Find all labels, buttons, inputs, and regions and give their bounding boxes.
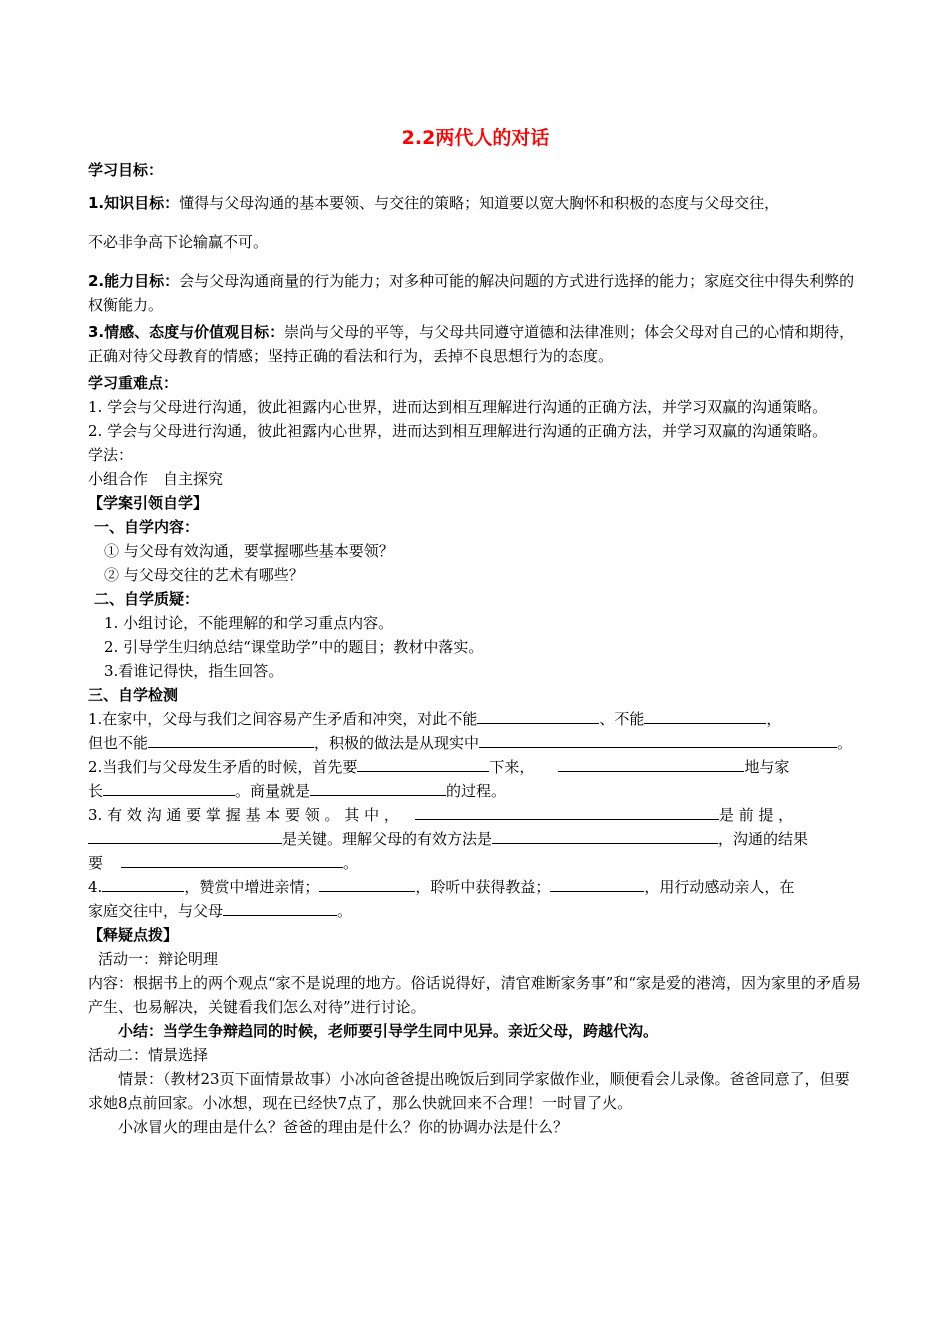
q2-blank-2[interactable] xyxy=(558,756,744,772)
q2-text-e: 。商量就是 xyxy=(235,782,311,800)
activity-2-scenario: 情景：（教材23页下面情景故事）小冰向爸爸提出晚饭后到同学家做作业，顺便看会儿录像。爸爸同意了，但要求她8点前回家。小冰想，现在已经快7点了，那么快就回来不合理！一时冒了火。 xyxy=(88,1070,850,1112)
explain-heading: 【释疑点拨】 xyxy=(88,926,179,944)
test-question-3-cont xyxy=(88,827,863,851)
knowledge-goal-text-cont: 不必非争高下论输赢不可。 xyxy=(88,233,269,251)
q1-blank-2[interactable] xyxy=(644,708,766,724)
self-study-questions-heading: 二、自学质疑： xyxy=(94,590,200,608)
test-question-2 xyxy=(88,755,863,779)
q2-text-c: 地与家 xyxy=(744,758,790,776)
key-point-item: 2. 学会与父母进行沟通，彼此袒露内心世界，进而达到相互理解进行沟通的正确方法，并学习双赢的沟通策略。 xyxy=(88,422,828,440)
self-study-content-item: ① 与父母有效沟通，要掌握哪些基本要领？ xyxy=(104,542,394,560)
q3-text-c: 是关键。理解父母的有效方法是 xyxy=(282,830,493,848)
q3-text-f: 。 xyxy=(343,854,359,872)
self-study-content-heading: 一、自学内容： xyxy=(94,518,200,536)
activity-1-title: 活动一：辩论明理 xyxy=(98,950,219,968)
q1-blank-3[interactable] xyxy=(148,732,314,748)
emotion-goal-text: 崇尚与父母的平等，与父母共同遵守道德和法律准则；体会父母对自己的心情和期待，正确对待父母教育的情感；坚持正确的看法和行为，丢掉不良思想行为的态度。 xyxy=(88,323,855,365)
self-test-heading: 三、自学检测 xyxy=(88,686,179,704)
q2-text-b: 下来， xyxy=(489,758,535,776)
test-question-1 xyxy=(88,707,863,731)
q4-text-c: ，聆听中获得教益； xyxy=(415,878,551,896)
q2-text-d: 长 xyxy=(88,782,104,800)
method-text: 小组合作 自主探究 xyxy=(88,470,224,488)
q4-blank-4[interactable] xyxy=(223,900,337,916)
document-page xyxy=(88,118,863,1139)
q3-blank-2[interactable] xyxy=(88,828,282,844)
q4-blank-3[interactable] xyxy=(550,876,644,892)
self-study-question-item: 1. 小组讨论，不能理解的和学习重点内容。 xyxy=(104,614,394,632)
q2-blank-4[interactable] xyxy=(310,780,446,796)
ability-goal xyxy=(88,269,863,317)
q2-text-f: 的过程。 xyxy=(446,782,507,800)
q2-blank-1[interactable] xyxy=(357,756,489,772)
test-question-4-cont xyxy=(88,899,863,923)
q3-blank-4[interactable] xyxy=(121,852,343,868)
self-study-question-item: 2. 引导学生归纳总结“课堂助学”中的题目；教材中落实。 xyxy=(104,638,484,656)
q4-text-b: ，赞赏中增进亲情； xyxy=(184,878,320,896)
test-question-4 xyxy=(88,875,863,899)
q4-text-e: 家庭交往中，与父母 xyxy=(88,902,224,920)
self-study-heading: 【学案引领自学】 xyxy=(88,494,209,512)
q1-text-f: 。 xyxy=(837,734,853,752)
q4-blank-2[interactable] xyxy=(319,876,415,892)
q1-text-b: 、不能 xyxy=(599,710,645,728)
test-question-1-cont xyxy=(88,731,863,755)
q4-text-d: ，用行动感动亲人，在 xyxy=(644,878,795,896)
self-study-content-item: ② 与父母交往的艺术有哪些？ xyxy=(104,566,304,584)
knowledge-goal xyxy=(88,191,863,215)
q1-blank-1[interactable] xyxy=(477,708,599,724)
activity-1-content xyxy=(88,971,863,1019)
test-question-3-cont2 xyxy=(88,851,863,875)
q3-blank-3[interactable] xyxy=(492,828,718,844)
q4-text-a: 4. xyxy=(88,878,103,896)
activity-1-content-text: 内容：根据书上的两个观点“家不是说理的地方。俗话说得好，清官难断家务事”和“家是爱的港湾，因为家里的矛盾易产生、也易解决，关键看我们怎么对待”进行讨论。 xyxy=(88,974,862,1016)
q1-text-a: 1.在家中，父母与我们之间容易产生矛盾和冲突，对此不能 xyxy=(88,710,478,728)
q4-text-f: 。 xyxy=(337,902,353,920)
knowledge-goal-text: 懂得与父母沟通的基本要领、与交往的策略；知道要以宽大胸怀和积极的态度与父母交往， xyxy=(179,194,780,212)
q4-blank-1[interactable] xyxy=(102,876,184,892)
q1-text-e: ，积极的做法是从现实中 xyxy=(314,734,480,752)
goals-heading: 学习目标： xyxy=(88,161,164,179)
q1-blank-4[interactable] xyxy=(479,732,837,748)
q3-text-e: 要 xyxy=(88,854,104,872)
q2-text-a: 2.当我们与父母发生矛盾的时候，首先要 xyxy=(88,758,358,776)
test-question-2-cont xyxy=(88,779,863,803)
q3-text-d: ，沟通的结果 xyxy=(718,830,809,848)
emotion-goal-label: 3.情感、态度与价值观目标： xyxy=(88,323,285,341)
activity-1-summary: 小结：当学生争辩趋同的时候，老师要引导学生同中见异。亲近父母，跨越代沟。 xyxy=(118,1022,659,1040)
q3-text-b: 是 前 提 ， xyxy=(718,806,794,824)
ability-goal-text: 会与父母沟通商量的行为能力；对多种可能的解决问题的方式进行选择的能力；家庭交往中得失利弊的权衡能力。 xyxy=(88,272,855,314)
ability-goal-label: 2.能力目标： xyxy=(88,272,180,290)
key-point-item: 1. 学会与父母进行沟通，彼此袒露内心世界，进而达到相互理解进行沟通的正确方法，并学习双赢的沟通策略。 xyxy=(88,398,828,416)
q1-text-c: ， xyxy=(766,710,782,728)
page-title: 2.2两代人的对话 xyxy=(401,127,550,149)
q3-text-a: 3. 有 效 沟 通 要 掌 握 基 本 要 领 。 其 中 ， xyxy=(88,806,399,824)
activity-2-question: 小冰冒火的理由是什么？爸爸的理由是什么？你的协调办法是什么？ xyxy=(118,1118,569,1136)
key-points-heading: 学习重难点： xyxy=(88,374,179,392)
emotion-goal xyxy=(88,320,863,368)
q1-text-d: 但也不能 xyxy=(88,734,149,752)
q2-blank-3[interactable] xyxy=(103,780,235,796)
knowledge-goal-label: 1.知识目标： xyxy=(88,194,180,212)
method-heading: 学法： xyxy=(88,446,134,464)
activity-2-title: 活动二：情景选择 xyxy=(88,1046,209,1064)
test-question-3 xyxy=(88,803,863,827)
self-study-question-item: 3.看谁记得快，指生回答。 xyxy=(104,662,284,680)
q3-blank-1[interactable] xyxy=(415,804,719,820)
